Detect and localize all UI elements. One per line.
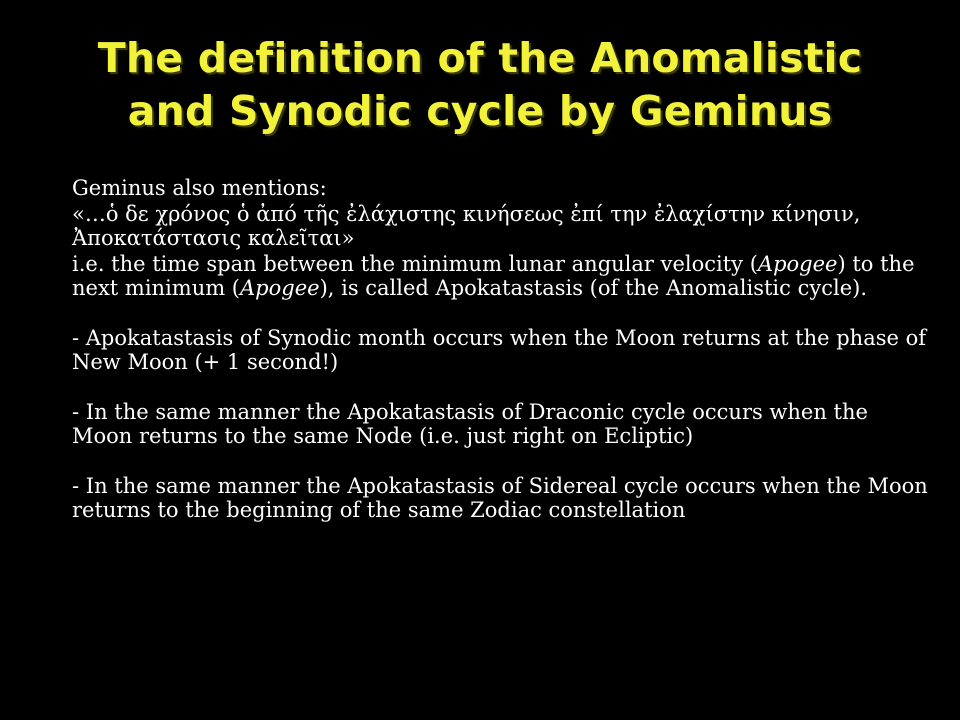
sidereal-point: - In the same manner the Apokatastasis of Sidereal cycle occurs when the Moon returns to the beginning of the same Zodiac constellation	[72, 474, 928, 522]
explanation-part-2: ) to the next minimum (	[72, 252, 915, 300]
greek-quote: «…ὁ δε χρόνος ὁ ἀπό τῆς ἐλάχιστης κινήσεως ἐπί την ἐλαχίστην κίνησιν, Ἀποκατάστασις καλεῖται»	[72, 202, 861, 250]
apogee-term-2: Apogee	[240, 276, 320, 300]
apogee-term-1: Apogee	[757, 252, 838, 276]
title-line-2: and Synodic cycle by Geminus	[127, 87, 833, 135]
slide-body	[72, 176, 932, 522]
explanation-part-3: ), is called Apokatastasis (of the Anomalistic cycle).	[319, 276, 867, 300]
draconic-point: - In the same manner the Apokatastasis of Draconic cycle occurs when the Moon returns to the same Node (i.e. just right on Ecliptic)	[72, 400, 868, 448]
slide-title	[40, 32, 920, 138]
explanation-text	[72, 252, 932, 300]
synodic-point: - Apokatastasis of Synodic month occurs when the Moon returns at the phase of New Moon (+ 1 second!)	[72, 326, 927, 374]
title-line-1: The definition of the Anomalistic	[97, 34, 863, 82]
explanation-part-1: i.e. the time span between the minimum lunar angular velocity (	[72, 252, 758, 276]
intro-text: Geminus also mentions:	[72, 176, 327, 200]
